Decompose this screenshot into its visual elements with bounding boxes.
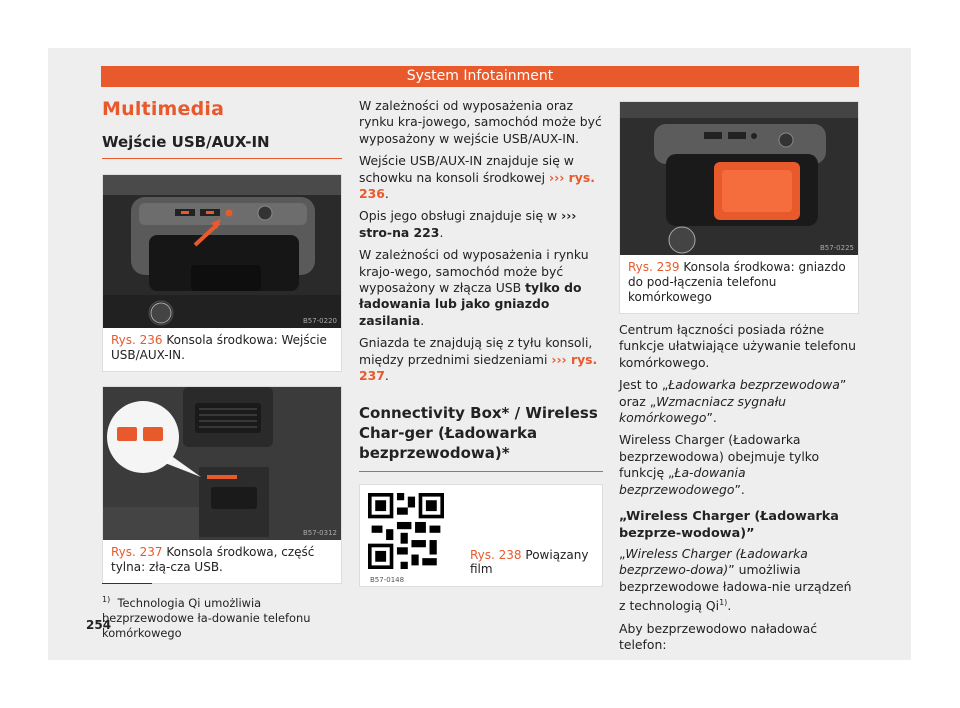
page-number: 254: [86, 618, 112, 632]
paragraph: Centrum łączności posiada różne funkcje ułatwiające używanie telefonu komórkowego.: [619, 322, 856, 370]
paragraph: Gniazda te znajdują się z tyłu konsoli, między przednimi siedzeniami ››› rys. 237.: [359, 335, 598, 384]
figure-237: [102, 386, 342, 584]
qr-code-icon: [368, 493, 444, 569]
figure-code: B57-0225: [819, 244, 854, 252]
section-heading-wrap: [359, 403, 603, 472]
chapter-title: Multimedia: [102, 98, 225, 120]
figure-code: B57-0148: [370, 575, 405, 584]
figure-label: Rys. 236: [111, 333, 163, 347]
wireless-charger-illustration: [620, 102, 858, 255]
section-title: Connectivity Box* / Wireless Char-ger (Ładowarka bezprzewodowa)*: [359, 403, 598, 462]
italic-text: Wireless Charger (Ładowarka bezprzewo-dowa): [619, 546, 808, 578]
figure-236: [102, 174, 342, 372]
paragraph-text: W zależności od wyposażenia i rynku krajo-wego, samochód może być wyposażony w złącza USB: [359, 247, 589, 296]
footnote-text: Technologia Qi umożliwia bezprzewodowe ła-dowanie telefonu komórkowego: [102, 595, 311, 640]
figure-238: [359, 484, 603, 587]
figure-label: Rys. 239: [628, 260, 680, 274]
rear-console-usb-illustration: [103, 387, 341, 540]
paragraph-text: ” umożliwia bezprzewodowe ładowa-nie urządzeń z technologią Qi: [619, 562, 852, 614]
figure-caption: [103, 540, 341, 583]
paragraph: [619, 432, 859, 498]
paragraph-text: ” oraz „: [619, 377, 847, 409]
figure-caption: [103, 328, 341, 371]
paragraph: W zależności od wyposażenia i rynku krajo-wego, samochód może być wyposażony w złącza USB tylko do ładowania lub jako gniazdo zasilania.: [359, 247, 589, 328]
figure-239-image: [620, 102, 858, 255]
figure-label: Rys. 238: [470, 547, 522, 562]
console-usb-illustration: [103, 175, 341, 328]
page-link[interactable]: ››› stro-na 223: [359, 208, 577, 240]
figure-237-image: [103, 387, 341, 540]
figure-239: [619, 101, 859, 314]
figure-link[interactable]: ››› rys. 237: [359, 351, 598, 384]
paragraph-text: Gniazda te znajdują się z tyłu konsoli, między przednimi siedzeniami: [359, 335, 593, 367]
paragraph: Opis jego obsługi znajduje się w ››› stro-na 223.: [359, 208, 577, 240]
footnote-marker: 1): [102, 595, 111, 604]
paragraph: [619, 546, 859, 615]
section-heading-wrap: [102, 132, 342, 159]
figure-code: B57-0312: [302, 529, 337, 537]
paragraph: Wejście USB/AUX-IN znajduje się w schowku na konsoli środkowej ››› rys. 236.: [359, 153, 595, 202]
paragraph-text: Wejście USB/AUX-IN znajduje się w schowku na konsoli środkowej: [359, 153, 574, 185]
footnote: [102, 592, 342, 641]
paragraph: W zależności od wyposażenia oraz rynku kra-jowego, samochód może być wyposażony w wejście USB/AUX-IN.: [359, 98, 602, 146]
paragraph-text: ”.: [706, 410, 717, 426]
italic-text: Ła-dowania bezprzewodowego: [619, 465, 746, 497]
section-title: Wejście USB/AUX-IN: [102, 133, 270, 151]
footnote-marker: 1): [719, 598, 728, 608]
paragraph-text: ”.: [734, 481, 745, 497]
text-block: [619, 322, 859, 654]
figure-caption: [620, 255, 858, 313]
paragraph-text: „: [619, 546, 626, 562]
running-header: System Infotainment: [101, 66, 859, 87]
italic-text: Wzmacniacz sygnału komórkowego: [619, 393, 787, 426]
column-right: [619, 101, 859, 660]
figure-caption-text: Konsola środkowa: gniazdo do pod-łączenia telefonu komórkowego: [628, 260, 846, 304]
figure-caption-text: Powiązany film: [470, 547, 589, 576]
bold-text: tylko do ładowania lub jako gniazdo zasilania: [359, 280, 582, 328]
paragraph-text: Wireless Charger (Ładowarka bezprzewodowa) obejmuje tylko funkcję „: [619, 432, 820, 481]
figure-caption: [470, 548, 602, 576]
paragraph: [619, 377, 859, 426]
figure-caption-text: Konsola środkowa: Wejście USB/AUX-IN.: [111, 333, 327, 362]
figure-236-image: [103, 175, 341, 328]
italic-text: Ładowarka bezprzewodowa: [668, 377, 840, 393]
paragraph: Aby bezprzewodowo naładować telefon:: [619, 620, 818, 653]
subsection-title: „Wireless Charger (Ładowarka bezprze-wodowa)”: [619, 509, 839, 542]
paragraph-text: Jest to „: [619, 377, 669, 393]
figure-label: Rys. 237: [111, 545, 163, 559]
figure-caption-text: Konsola środkowa, część tylna: złą-cza USB.: [111, 545, 315, 574]
footnote-divider: [102, 583, 152, 584]
paragraph-text: Opis jego obsługi znajduje się w: [359, 208, 558, 224]
figure-code: B57-0220: [302, 317, 337, 325]
column-middle: [359, 98, 603, 587]
paragraph-text: .: [727, 598, 732, 614]
column-left: [102, 92, 342, 584]
figure-link[interactable]: ››› rys. 236: [359, 169, 595, 202]
